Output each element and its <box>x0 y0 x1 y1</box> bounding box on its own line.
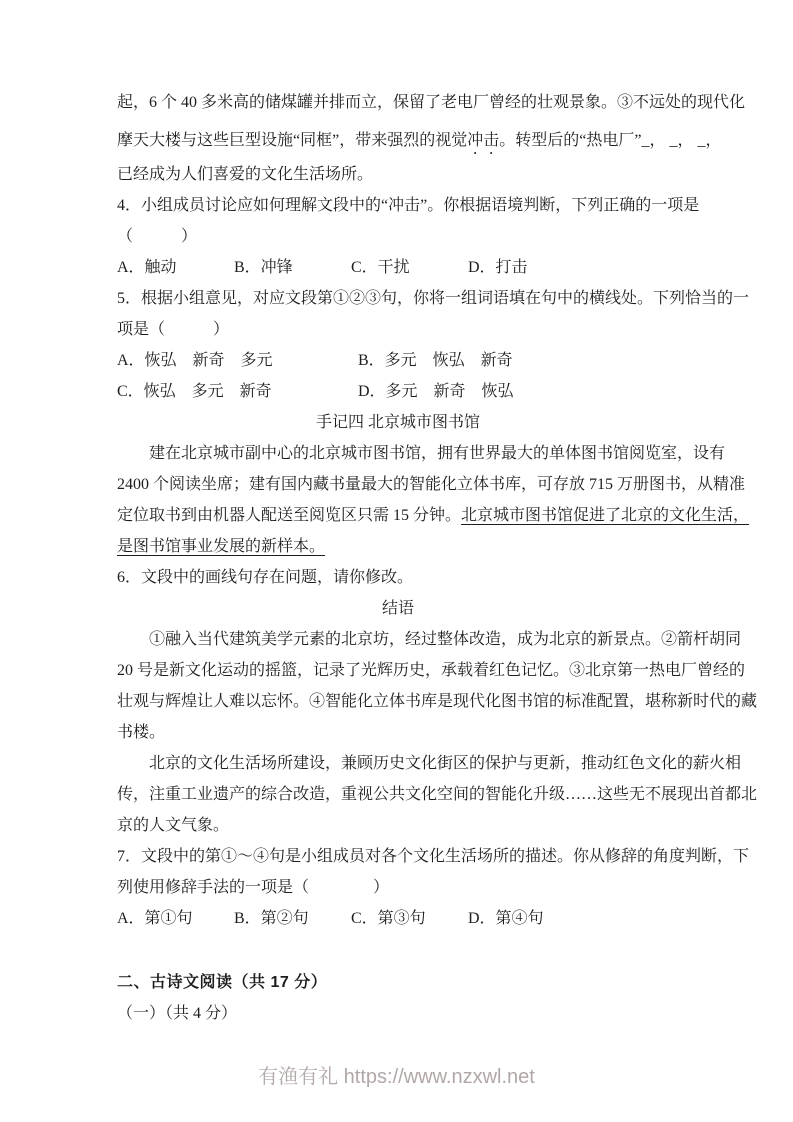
q7-option-c: C．第③句 <box>351 910 426 927</box>
underlined-sentence-part1: 北京城市图书馆促进了北京的文化生活， <box>461 507 750 524</box>
question-7-options-row <box>117 903 679 934</box>
summary-para-line2: 传，注重工业遗产的综合改造，重视公共文化空间的智能化升级……这些无不展现出首都北 <box>117 786 758 803</box>
conclusion-title: 结语 <box>381 600 414 617</box>
q5-option-a: A．恢弘 新奇 多元 <box>117 352 273 369</box>
conclusion-para-line2: 20 号是新文化运动的摇篮，记录了光辉历史，承载着红色记忆。③北京第一热电厂曾经的 <box>117 662 746 679</box>
question-7-stem-line2: 列使用修辞手法的一项是（ ） <box>117 879 390 896</box>
library-para-line3-normal: 定位取书到由机器人配送至阅览区只需 15 分钟。 <box>117 507 462 524</box>
library-para-line2: 2400 个阅读坐席；建有国内藏书量最大的智能化立体书库，可存放 715 万册图书，从精准 <box>117 476 746 493</box>
emphasized-word-chongji: 冲击 <box>467 132 500 149</box>
question-4-answer-paren: （ ） <box>117 228 198 245</box>
summary-para-line1: 北京的文化生活场所建设，兼顾历史文化街区的保护与更新，推动红色文化的薪火相 <box>149 755 742 772</box>
question-4-stem: 4．小组成员讨论应如何理解文段中的“冲击”。你根据语境判断，下列正确的一项是 <box>117 197 700 214</box>
passage-plant-line3: 已经成为人们喜爱的文化生活场所。 <box>117 166 374 183</box>
section-2-heading: 二、古诗文阅读（共 17 分） <box>117 974 328 991</box>
q4-option-c: C．干扰 <box>351 259 410 276</box>
q7-option-b: B．第②句 <box>234 910 309 927</box>
library-para-line1: 建在北京城市副中心的北京城市图书馆，拥有世界最大的单体图书馆阅览室，设有 <box>149 445 726 462</box>
summary-para-line3: 京的人文气象。 <box>117 817 230 834</box>
conclusion-para-line3: 壮观与辉煌让人难以忘怀。④智能化立体书库是现代化图书馆的标准配置，堪称新时代的藏 <box>117 693 758 710</box>
question-5-options-row2 <box>117 376 679 407</box>
question-5-options-row1 <box>117 345 679 376</box>
q4-option-d: D．打击 <box>468 259 528 276</box>
question-4-options-row <box>117 252 679 283</box>
section-2-part1-label: （一）（共 4 分） <box>117 1005 238 1022</box>
question-6-stem: 6．文段中的画线句存在问题，请你修改。 <box>117 569 414 586</box>
q4-option-a: A．触动 <box>117 259 177 276</box>
passage-plant-line2-before: 摩天大楼与这些巨型设施“同框”，带来强烈的视觉 <box>117 132 468 149</box>
library-para-line3 <box>117 500 750 531</box>
conclusion-para-line4: 书楼。 <box>117 724 166 741</box>
exam-content <box>117 84 758 1029</box>
passage-plant-line1: 起，6 个 40 多米高的储煤罐并排而立，保留了老电厂曾经的壮观景象。③不远处的现代化 <box>117 94 746 111</box>
q5-option-c: C．恢弘 多元 新奇 <box>117 383 272 400</box>
fill-in-blanks: _， _， _， <box>641 132 722 149</box>
underlined-sentence-part2: 是图书馆事业发展的新样本。 <box>117 538 326 555</box>
question-5-stem-line1: 5．根据小组意见，对应文段第①②③句，你将一组词语填在句中的横线处。下列恰当的一 <box>117 290 750 307</box>
q7-option-d: D．第④句 <box>468 910 544 927</box>
note4-title: 手记四 北京城市图书馆 <box>315 414 480 431</box>
footer-watermark: 有渔有礼 https://www.nzxwl.net <box>258 1066 535 1088</box>
passage-plant-line2-after: 。转型后的“热电厂” <box>499 132 642 149</box>
conclusion-para-line1: ①融入当代建筑美学元素的北京坊，经过整体改造，成为北京的新景点。②箭杆胡同 <box>149 631 742 648</box>
q5-option-d: D．多元 新奇 恢弘 <box>358 383 514 400</box>
q4-option-b: B．冲锋 <box>234 259 293 276</box>
passage-plant-line2 <box>117 122 722 159</box>
q5-option-b: B．多元 恢弘 新奇 <box>358 352 513 369</box>
question-7-stem-line1: 7．文段中的第①～④句是小组成员对各个文化生活场所的描述。你从修辞的角度判断，下 <box>117 848 750 865</box>
library-para-line4 <box>117 531 679 562</box>
q7-option-a: A．第①句 <box>117 910 193 927</box>
question-5-stem-line2: 项是（ ） <box>117 321 230 338</box>
